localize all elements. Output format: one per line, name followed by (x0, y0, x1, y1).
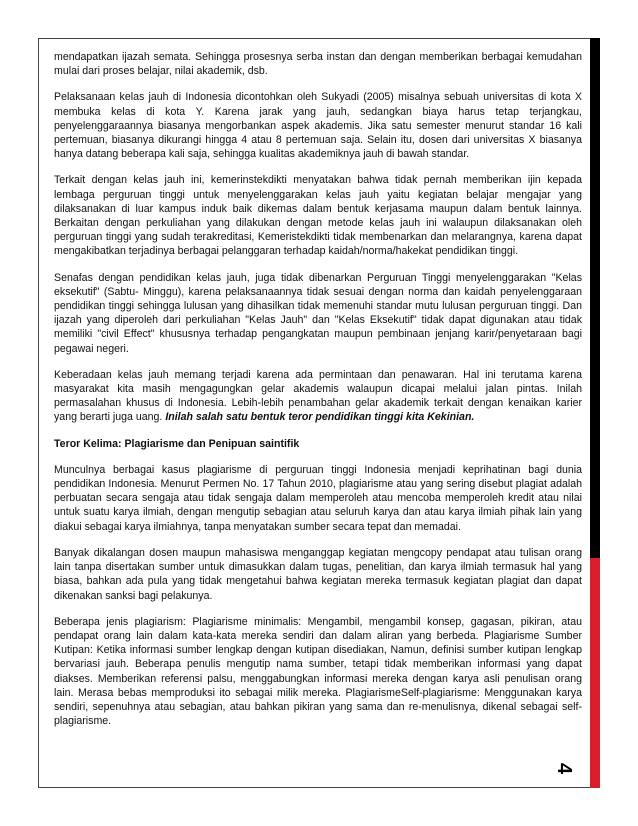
paragraph: Terkait dengan kelas jauh ini, kemerinstekdikti menyatakan bahwa tidak pernah memberikan ijin kepada lembaga perguruan tinggi untuk menyelenggarakan kelas jauh yaitu kegiatan belajar mengajar yang dilaksanakan di luar kampus induk baik dikemas dalam bentuk kerjasama maupun dalam bentuk lainnya. Berkaitan dengan perkuliahan yang dilakukan dengan metode kelas jauh ini walaupun dilaksanakan oleh perguruan tinggi yang sudah terakreditasi, Kemeristekdikti tidak membenarkan dan melarangnya, karena dapat mengakibatkan terjadinya berbagai pelanggaran terhadap kaidah/norma/hakekat pendidikan tinggi. (54, 174, 582, 258)
paragraph-text: Keberadaan kelas jauh memang terjadi karena ada permintaan dan penawaran. Hal ini terutama karena masyarakat kita masih mengagungkan gelar akademis walaupun dicapai melalui jalan pintas. Inilah permasalahan khusus di Indonesia. Lebih-lebih penambahan gelar akademik terkait dengan kenaikan karier yang berarti juga uang. (54, 368, 582, 424)
side-bar-red (590, 558, 600, 788)
document-body (54, 50, 582, 740)
paragraph: Beberapa jenis plagiarism: Plagiarisme minimalis: Mengambil, mengambil konsep, gagasan, pikiran, atau pendapat orang lain dalam kata-kata mereka sendiri dan dalam aliran yang berbeda. Plagiarisme Sumber Kutipan: Ketika informasi sumber lengkap dengan kutipan disediakan, Namun, definisi sumber kutipan lengkap bervariasi jauh. Beberapa penulis mengutip nama sumber, tetapi tidak memberikan informasi yang dapat diakses. Memberikan referensi palsu, menggabungkan informasi mereka dengan karya asli penulisan orang lain. Merasa bebas memproduksi ito sebagai milik mereka. PlagiarismeSelf-plagiarisme: Menggunakan karya sendiri, sepenuhnya atau sebagian, atau bahkan pikiran yang sama dan re-menulisnya, dikenal sebagai self-plagiarisme. (54, 615, 582, 728)
page-number: 4 (553, 762, 576, 775)
paragraph: Senafas dengan pendidikan kelas jauh, juga tidak dibenarkan Perguruan Tinggi menyelenggarakan "Kelas eksekutif" (Sabtu- Minggu), karena pelaksanaannya tidak sesuai dengan norma dan kaidah penyelenggaraan pendidikan tinggi sehingga lulusan yang dihasilkan tidak memenuhi standar mutu lulusan perguruan tinggi. Dan ijazah yang diperoleh dari perkuliahan "Kelas Jauh" dan "Kelas Eksekutif" tidak dapat digunakan atau tidak memiliki "civil Effect" khususnya terhadap pengangkatan maupun pembinaan jenjang karir/penyetaraan bagi pegawai negeri. (54, 271, 582, 355)
paragraph: Pelaksanaan kelas jauh di Indonesia dicontohkan oleh Sukyadi (2005) misalnya sebuah universitas di kota X membuka kelas di kota Y. Karena jarak yang jauh, sedangkan biaya harus tetap terjangkau, penyelenggaraannya biasanya mengorbankan aspek akademis. Jika satu semester menurut standar 16 kali pertemuan, biasanya dikurangi hingga 4 atau 8 pertemuan saja. Selain itu, dosen dari universitas X biasanya hanya datang beberapa kali saja, sehingga kualitas akademiknya jauh di bawah standar. (54, 91, 582, 161)
section-heading: Teror Kelima: Plagiarisme dan Penipuan saintifik (54, 437, 300, 450)
paragraph: Banyak dikalangan dosen maupun mahasiswa menganggap kegiatan mengcopy pendapat atau tulisan orang lain tanpa disertakan sumber untuk dimasukkan dalam tugas, penelitian, dan karya ilmiah termasuk hal yang biasa, bahkan ada pula yang tidak mengetahui bahwa kegiatan mereka termasuk kegiatan plagiat dan dapat dikenakan sanksi bagi pelakunya. (54, 546, 582, 602)
paragraph: Munculnya berbagai kasus plagiarisme di perguruan tinggi Indonesia menjadi keprihatinan bagi dunia pendidikan Indonesia. Menurut Permen No. 17 Tahun 2010, plagiarisme atau yang sering disebut plagiat adalah perbuatan secara sengaja atau tidak sengaja dalam memperoleh atau mencoba memperoleh kredit atau nilai untuk suatu karya ilmiah, dengan mengutip sebagian atau seluruh karya dan atau karya ilmiah pihak lain yang diakui sebagai karya ilmiahnya, tanpa menyatakan sumber secara tepat dan memadai. (54, 463, 582, 533)
paragraph (54, 368, 582, 425)
paragraph: mendapatkan ijazah semata. Sehingga prosesnya serba instan dan dengan memberikan berbagai kemudahan mulai dari proses belajar, nilai akademik, dsb. (54, 51, 582, 78)
emphasis-text: Inilah salah satu bentuk teror pendidikan tinggi kita Kekinian. (165, 411, 475, 424)
side-bar-black (590, 38, 600, 558)
